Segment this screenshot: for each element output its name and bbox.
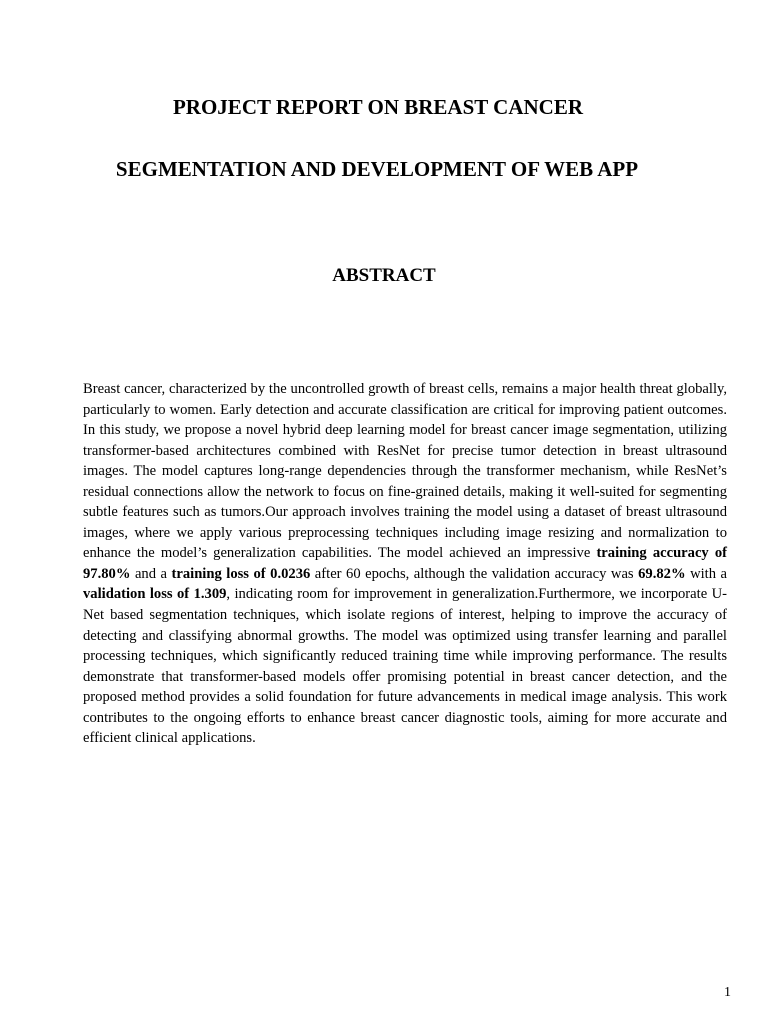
report-title-line-2: SEGMENTATION AND DEVELOPMENT OF WEB APP bbox=[115, 157, 639, 181]
abstract-text-part-4: with a bbox=[685, 565, 727, 582]
report-title-line-1: PROJECT REPORT ON BREAST CANCER bbox=[172, 95, 583, 119]
abstract-text-part-1: Breast cancer, characterized by the uncontrolled growth of breast cells, remains a major health threat globally, particularly to women. Early detection and accurate classification are critical for improving patient outcomes. In this study, we propose a novel hybrid deep learning model for breast cancer image segmentation, utilizing transformer-based architectures combined with ResNet for precise tumor detection in breast ultrasound images. The model captures long-range dependencies through the transformer mechanism, while ResNet’s residual connections allow the network to focus on fine-grained details, making it well-suited for segmenting subtle features such as tumors.Our approach involves training the model using a dataset of breast ultrasound images, where we apply various preprocessing techniques including image resizing and normalization to enhance the model’s generalization capabilities. The model achieved an impressive bbox=[83, 381, 727, 562]
abstract-paragraph bbox=[83, 379, 727, 749]
training-loss-highlight: training loss of 0.0236 bbox=[171, 565, 311, 582]
abstract-heading: ABSTRACT bbox=[332, 265, 436, 286]
validation-accuracy-highlight: 69.82% bbox=[638, 565, 686, 582]
abstract-text-part-2: and a bbox=[130, 565, 172, 582]
validation-loss-highlight: validation loss of 1.309 bbox=[83, 586, 227, 603]
abstract-text-part-3: after 60 epochs, although the validation accuracy was bbox=[310, 565, 639, 582]
training-accuracy-highlight: training accuracy of 97.80% bbox=[83, 545, 727, 582]
abstract-text-part-5: , indicating room for improvement in generalization.Furthermore, we incorporate U-Net based segmentation techniques, which isolate regions of interest, helping to improve the accuracy of detecting and classifying abnormal growths. The model was optimized using transfer learning and parallel processing techniques, which significantly reduced training time while improving performance. The results demonstrate that transformer-based models offer promising potential in breast cancer detection, and the proposed method provides a solid foundation for future advancements in medical image analysis. This work contributes to the ongoing efforts to enhance breast cancer diagnostic tools, aiming for more accurate and efficient clinical applications. bbox=[83, 586, 727, 747]
page-number: 1 bbox=[724, 985, 731, 1000]
